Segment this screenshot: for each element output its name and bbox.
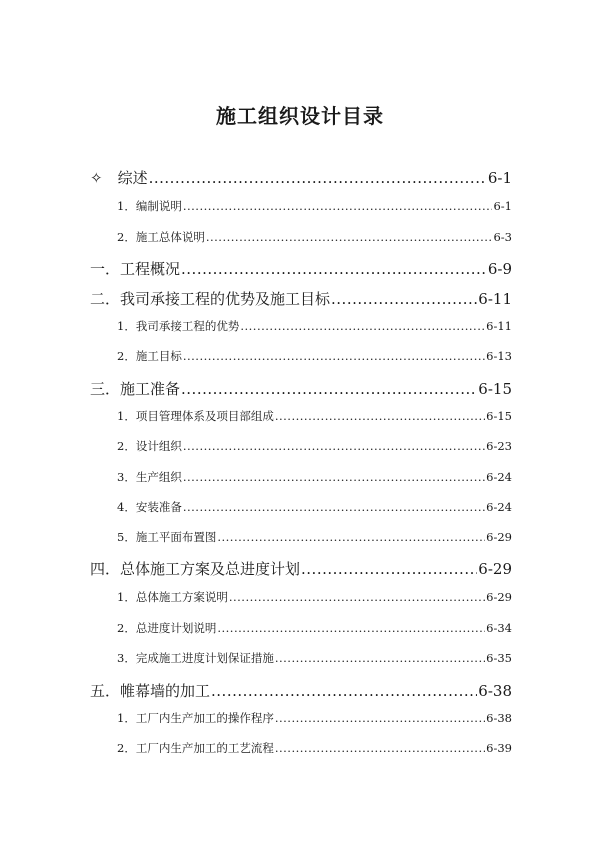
toc-entry-page-number: 6-11 bbox=[478, 290, 512, 308]
toc-entry-label: 1．我司承接工程的优势 bbox=[117, 319, 240, 333]
toc-entry-page-number: 6-13 bbox=[486, 349, 512, 363]
toc-entry-label: 2．施工目标 bbox=[117, 349, 182, 363]
toc-entry-page-number: 6-38 bbox=[486, 711, 512, 725]
toc-entry[interactable] bbox=[117, 469, 512, 485]
toc-entry-page-number: 6-15 bbox=[486, 409, 512, 423]
toc-entry-label: 二．我司承接工程的优势及施工目标 bbox=[90, 290, 331, 308]
dot-leader bbox=[275, 711, 485, 725]
dot-leader bbox=[211, 682, 477, 700]
toc-entry-page-number: 6-11 bbox=[486, 319, 512, 333]
dot-leader bbox=[240, 319, 485, 333]
toc-entry[interactable] bbox=[117, 229, 512, 245]
page-title: 施工组织设计目录 bbox=[216, 104, 384, 128]
dot-leader bbox=[275, 651, 485, 665]
toc-entry[interactable] bbox=[90, 167, 512, 188]
dot-leader bbox=[181, 260, 487, 278]
toc-entry-page-number: 6-39 bbox=[486, 741, 512, 755]
toc-entry-page-number: 6-15 bbox=[478, 380, 512, 398]
dot-leader bbox=[275, 741, 485, 755]
dot-leader bbox=[229, 590, 485, 604]
toc-entry[interactable] bbox=[117, 620, 512, 636]
toc-entry[interactable] bbox=[117, 408, 512, 424]
dot-leader bbox=[301, 560, 477, 578]
toc-entry-page-number: 6-1 bbox=[487, 169, 512, 187]
toc-entry[interactable] bbox=[117, 348, 512, 364]
toc-entry-page-number: 6-35 bbox=[486, 651, 512, 665]
dot-leader bbox=[149, 169, 487, 187]
toc-entry[interactable] bbox=[117, 740, 512, 756]
dot-leader bbox=[183, 439, 485, 453]
toc-entry-page-number: 6-24 bbox=[486, 470, 512, 484]
toc-entry-label: 1．工厂内生产加工的操作程序 bbox=[117, 711, 274, 725]
toc-entry-label: 3．完成施工进度计划保证措施 bbox=[117, 651, 274, 665]
dot-leader bbox=[275, 409, 485, 423]
toc-entry[interactable] bbox=[117, 710, 512, 726]
toc-entry-page-number: 6-34 bbox=[486, 621, 512, 635]
toc-entry-label: 2．施工总体说明 bbox=[117, 230, 205, 244]
toc-entry-page-number: 6-29 bbox=[486, 590, 512, 604]
toc-entry-label: 三．施工准备 bbox=[90, 380, 181, 398]
toc-entry-label: 2．工厂内生产加工的工艺流程 bbox=[117, 741, 274, 755]
dot-leader bbox=[181, 380, 477, 398]
toc-entry-page-number: 6-1 bbox=[493, 199, 512, 213]
toc-entry[interactable] bbox=[117, 318, 512, 334]
toc-entry[interactable] bbox=[90, 378, 512, 399]
toc-entry-page-number: 6-3 bbox=[493, 230, 512, 244]
toc-entry-label: 五．帷幕墙的加工 bbox=[90, 682, 211, 700]
toc-entry-label: 一．工程概况 bbox=[90, 260, 181, 278]
toc-entry-label: 1．总体施工方案说明 bbox=[117, 590, 228, 604]
toc-entry-page-number: 6-38 bbox=[478, 682, 512, 700]
toc-entry-page-number: 6-24 bbox=[486, 500, 512, 514]
toc-entry[interactable] bbox=[117, 650, 512, 666]
toc-entry[interactable] bbox=[117, 499, 512, 515]
dot-leader bbox=[183, 500, 485, 514]
toc-entry[interactable] bbox=[117, 589, 512, 605]
toc-entry-label: 4．安装准备 bbox=[117, 500, 182, 514]
toc-entry-label: 1．编制说明 bbox=[117, 199, 182, 213]
toc-entry-page-number: 6-23 bbox=[486, 439, 512, 453]
toc-entry[interactable] bbox=[90, 558, 512, 579]
toc-entry-label: 3．生产组织 bbox=[117, 470, 182, 484]
toc-entry-label: 2．总进度计划说明 bbox=[117, 621, 217, 635]
dot-leader bbox=[217, 621, 485, 635]
toc-entry-page-number: 6-29 bbox=[478, 560, 512, 578]
toc-entry-page-number: 6-29 bbox=[486, 530, 512, 544]
toc-entry[interactable] bbox=[117, 198, 512, 214]
toc-entry[interactable] bbox=[90, 288, 512, 309]
toc-entry-label: 5．施工平面布置图 bbox=[117, 530, 217, 544]
toc-entry-label: ✧ 综述 bbox=[90, 169, 148, 187]
dot-leader bbox=[183, 199, 493, 213]
toc-entry-label: 2．设计组织 bbox=[117, 439, 182, 453]
dot-leader bbox=[217, 530, 485, 544]
toc-entry[interactable] bbox=[117, 529, 512, 545]
toc-entry[interactable] bbox=[117, 438, 512, 454]
toc-entry-label: 四．总体施工方案及总进度计划 bbox=[90, 560, 301, 578]
toc-entry-page-number: 6-9 bbox=[487, 260, 512, 278]
toc-entry-label: 1．项目管理体系及项目部组成 bbox=[117, 409, 274, 423]
dot-leader bbox=[206, 230, 493, 244]
toc-entry[interactable] bbox=[90, 258, 512, 279]
dot-leader bbox=[183, 349, 485, 363]
dot-leader bbox=[331, 290, 477, 308]
dot-leader bbox=[183, 470, 485, 484]
toc-entry[interactable] bbox=[90, 680, 512, 701]
